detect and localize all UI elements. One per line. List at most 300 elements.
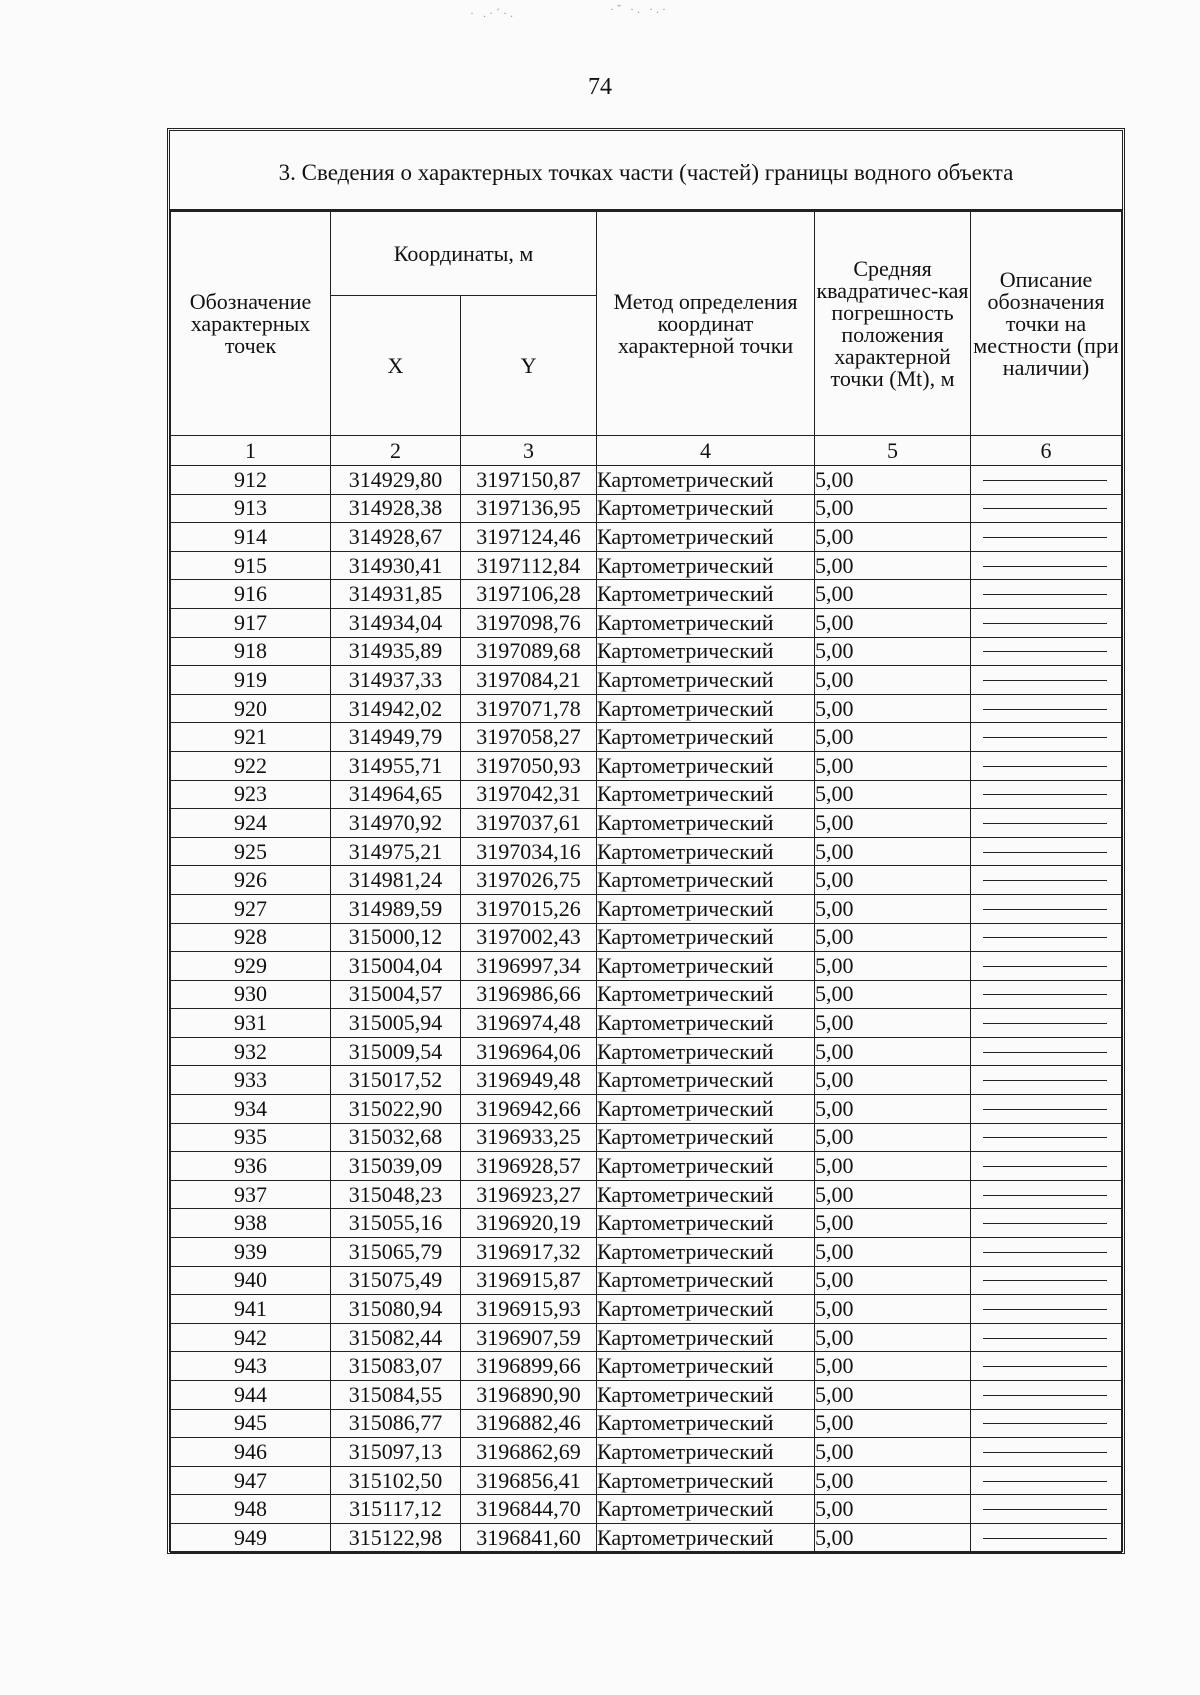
point-id-cell: 941 — [171, 1295, 331, 1324]
point-id-cell: 927 — [171, 894, 331, 923]
error-cell: 5,00 — [815, 523, 971, 552]
dash-mark — [983, 1023, 1107, 1024]
table-row — [171, 1009, 1122, 1038]
description-cell — [971, 694, 1122, 723]
description-cell — [971, 1066, 1122, 1095]
description-cell — [971, 1180, 1122, 1209]
y-coordinate-cell: 3196923,27 — [461, 1180, 597, 1209]
y-coordinate-cell: 3197050,93 — [461, 751, 597, 780]
description-cell — [971, 809, 1122, 838]
scan-noise: ·ˇ ·. ·.· — [610, 2, 669, 16]
point-id-cell: 938 — [171, 1209, 331, 1238]
table-row — [171, 494, 1122, 523]
table-row — [171, 980, 1122, 1009]
error-cell: 5,00 — [815, 608, 971, 637]
point-id-cell: 913 — [171, 494, 331, 523]
x-coordinate-cell: 314989,59 — [331, 894, 461, 923]
x-coordinate-cell: 315086,77 — [331, 1409, 461, 1438]
table-row — [171, 551, 1122, 580]
table-row — [171, 952, 1122, 981]
page-number: 74 — [588, 74, 612, 100]
point-id-cell: 919 — [171, 666, 331, 695]
points-table-body — [171, 466, 1122, 1553]
x-coordinate-cell: 314931,85 — [331, 580, 461, 609]
table-row — [171, 1409, 1122, 1438]
x-coordinate-cell: 315122,98 — [331, 1523, 461, 1552]
x-coordinate-cell: 315080,94 — [331, 1295, 461, 1324]
description-cell — [971, 866, 1122, 895]
point-id-cell: 933 — [171, 1066, 331, 1095]
y-coordinate-cell: 3196841,60 — [461, 1523, 597, 1552]
method-cell: Картометрический — [597, 780, 815, 809]
error-cell: 5,00 — [815, 809, 971, 838]
description-cell — [971, 1495, 1122, 1524]
x-coordinate-cell: 315117,12 — [331, 1495, 461, 1524]
table-row — [171, 1095, 1122, 1124]
table-row — [171, 1523, 1122, 1552]
point-id-cell: 937 — [171, 1180, 331, 1209]
x-coordinate-cell: 314930,41 — [331, 551, 461, 580]
point-id-cell: 921 — [171, 723, 331, 752]
dash-mark — [983, 794, 1107, 795]
y-coordinate-cell: 3196974,48 — [461, 1009, 597, 1038]
point-id-cell: 929 — [171, 952, 331, 981]
column-number: 2 — [331, 436, 461, 466]
points-table — [170, 211, 1122, 1553]
x-coordinate-cell: 314970,92 — [331, 809, 461, 838]
table-row — [171, 780, 1122, 809]
point-id-cell: 939 — [171, 1238, 331, 1267]
description-cell — [971, 1095, 1122, 1124]
dash-mark — [983, 966, 1107, 967]
column-number: 5 — [815, 436, 971, 466]
dash-mark — [983, 508, 1107, 509]
method-cell: Картометрический — [597, 608, 815, 637]
table-row — [171, 608, 1122, 637]
description-cell — [971, 780, 1122, 809]
description-cell — [971, 494, 1122, 523]
method-cell: Картометрический — [597, 1466, 815, 1495]
method-cell: Картометрический — [597, 551, 815, 580]
y-coordinate-cell: 3196964,06 — [461, 1037, 597, 1066]
method-cell: Картометрический — [597, 1123, 815, 1152]
y-coordinate-cell: 3197124,46 — [461, 523, 597, 552]
error-cell: 5,00 — [815, 1152, 971, 1181]
dash-mark — [983, 1366, 1107, 1367]
table-row — [171, 923, 1122, 952]
table-row — [171, 666, 1122, 695]
method-cell: Картометрический — [597, 1352, 815, 1381]
y-coordinate-cell: 3197089,68 — [461, 637, 597, 666]
y-coordinate-cell: 3196949,48 — [461, 1066, 597, 1095]
x-coordinate-cell: 315082,44 — [331, 1323, 461, 1352]
description-cell — [971, 666, 1122, 695]
description-cell — [971, 608, 1122, 637]
description-cell — [971, 952, 1122, 981]
y-coordinate-cell: 3196997,34 — [461, 952, 597, 981]
error-cell: 5,00 — [815, 894, 971, 923]
x-coordinate-cell: 315005,94 — [331, 1009, 461, 1038]
x-coordinate-cell: 314928,38 — [331, 494, 461, 523]
x-coordinate-cell: 314981,24 — [331, 866, 461, 895]
points-frame — [167, 128, 1125, 1554]
method-cell: Картометрический — [597, 751, 815, 780]
y-coordinate-cell: 3196942,66 — [461, 1095, 597, 1124]
error-cell: 5,00 — [815, 980, 971, 1009]
error-cell: 5,00 — [815, 1323, 971, 1352]
table-row — [171, 694, 1122, 723]
header-point-id: Обозначение характерных точек — [171, 212, 331, 436]
method-cell: Картометрический — [597, 952, 815, 981]
description-cell — [971, 1209, 1122, 1238]
dash-mark — [983, 1252, 1107, 1253]
table-row — [171, 1037, 1122, 1066]
x-coordinate-cell: 315022,90 — [331, 1095, 461, 1124]
description-cell — [971, 1381, 1122, 1410]
x-coordinate-cell: 315039,09 — [331, 1152, 461, 1181]
error-cell: 5,00 — [815, 1209, 971, 1238]
x-coordinate-cell: 314949,79 — [331, 723, 461, 752]
method-cell: Картометрический — [597, 694, 815, 723]
error-cell: 5,00 — [815, 1095, 971, 1124]
point-id-cell: 917 — [171, 608, 331, 637]
description-cell — [971, 837, 1122, 866]
description-cell — [971, 1523, 1122, 1552]
error-cell: 5,00 — [815, 580, 971, 609]
dash-mark — [983, 480, 1107, 481]
y-coordinate-cell: 3197026,75 — [461, 866, 597, 895]
point-id-cell: 925 — [171, 837, 331, 866]
dash-mark — [983, 680, 1107, 681]
point-id-cell: 924 — [171, 809, 331, 838]
method-cell: Картометрический — [597, 1409, 815, 1438]
error-cell: 5,00 — [815, 923, 971, 952]
dash-mark — [983, 1452, 1107, 1453]
error-cell: 5,00 — [815, 1295, 971, 1324]
method-cell: Картометрический — [597, 666, 815, 695]
point-id-cell: 930 — [171, 980, 331, 1009]
point-id-cell: 935 — [171, 1123, 331, 1152]
point-id-cell: 923 — [171, 780, 331, 809]
x-coordinate-cell: 315102,50 — [331, 1466, 461, 1495]
method-cell: Картометрический — [597, 1009, 815, 1038]
method-cell: Картометрический — [597, 1295, 815, 1324]
dash-mark — [983, 537, 1107, 538]
y-coordinate-cell: 3197037,61 — [461, 809, 597, 838]
method-cell: Картометрический — [597, 1438, 815, 1467]
dash-mark — [983, 1338, 1107, 1339]
table-row — [171, 1123, 1122, 1152]
dash-mark — [983, 1423, 1107, 1424]
method-cell: Картометрический — [597, 580, 815, 609]
y-coordinate-cell: 3197071,78 — [461, 694, 597, 723]
method-cell: Картометрический — [597, 1180, 815, 1209]
y-coordinate-cell: 3197106,28 — [461, 580, 597, 609]
header-y: Y — [461, 296, 597, 436]
x-coordinate-cell: 315097,13 — [331, 1438, 461, 1467]
error-cell: 5,00 — [815, 780, 971, 809]
method-cell: Картометрический — [597, 494, 815, 523]
error-cell: 5,00 — [815, 637, 971, 666]
point-id-cell: 920 — [171, 694, 331, 723]
table-row — [171, 894, 1122, 923]
point-id-cell: 926 — [171, 866, 331, 895]
dash-mark — [983, 1137, 1107, 1138]
x-coordinate-cell: 315075,49 — [331, 1266, 461, 1295]
dash-mark — [983, 937, 1107, 938]
point-id-cell: 940 — [171, 1266, 331, 1295]
description-cell — [971, 1409, 1122, 1438]
point-id-cell: 945 — [171, 1409, 331, 1438]
method-cell: Картометрический — [597, 1381, 815, 1410]
point-id-cell: 934 — [171, 1095, 331, 1124]
table-row — [171, 1495, 1122, 1524]
description-cell — [971, 580, 1122, 609]
y-coordinate-cell: 3197084,21 — [461, 666, 597, 695]
method-cell: Картометрический — [597, 923, 815, 952]
y-coordinate-cell: 3197042,31 — [461, 780, 597, 809]
method-cell: Картометрический — [597, 466, 815, 495]
error-cell: 5,00 — [815, 1009, 971, 1038]
table-row — [171, 466, 1122, 495]
description-cell — [971, 1352, 1122, 1381]
description-cell — [971, 1152, 1122, 1181]
column-number: 3 — [461, 436, 597, 466]
x-coordinate-cell: 314937,33 — [331, 666, 461, 695]
table-row — [171, 1323, 1122, 1352]
x-coordinate-cell: 315055,16 — [331, 1209, 461, 1238]
y-coordinate-cell: 3196933,25 — [461, 1123, 597, 1152]
y-coordinate-cell: 3196856,41 — [461, 1466, 597, 1495]
x-coordinate-cell: 315017,52 — [331, 1066, 461, 1095]
dash-mark — [983, 1309, 1107, 1310]
error-cell: 5,00 — [815, 723, 971, 752]
dash-mark — [983, 1481, 1107, 1482]
column-number: 1 — [171, 436, 331, 466]
column-number-row — [171, 436, 1122, 466]
header-coordinates: Координаты, м — [331, 212, 597, 296]
method-cell: Картометрический — [597, 1037, 815, 1066]
table-row — [171, 1381, 1122, 1410]
error-cell: 5,00 — [815, 1466, 971, 1495]
y-coordinate-cell: 3197002,43 — [461, 923, 597, 952]
point-id-cell: 922 — [171, 751, 331, 780]
method-cell: Картометрический — [597, 866, 815, 895]
method-cell: Картометрический — [597, 723, 815, 752]
error-cell: 5,00 — [815, 1238, 971, 1267]
error-cell: 5,00 — [815, 551, 971, 580]
dash-mark — [983, 594, 1107, 595]
method-cell: Картометрический — [597, 1209, 815, 1238]
table-row — [171, 751, 1122, 780]
method-cell: Картометрический — [597, 523, 815, 552]
dash-mark — [983, 1109, 1107, 1110]
point-id-cell: 942 — [171, 1323, 331, 1352]
y-coordinate-cell: 3196907,59 — [461, 1323, 597, 1352]
x-coordinate-cell: 315065,79 — [331, 1238, 461, 1267]
description-cell — [971, 1123, 1122, 1152]
table-row — [171, 637, 1122, 666]
error-cell: 5,00 — [815, 751, 971, 780]
error-cell: 5,00 — [815, 1352, 971, 1381]
method-cell: Картометрический — [597, 1266, 815, 1295]
table-row — [171, 523, 1122, 552]
error-cell: 5,00 — [815, 866, 971, 895]
table-row — [171, 1295, 1122, 1324]
description-cell — [971, 894, 1122, 923]
description-cell — [971, 523, 1122, 552]
dash-mark — [983, 880, 1107, 881]
method-cell: Картометрический — [597, 1323, 815, 1352]
y-coordinate-cell: 3196986,66 — [461, 980, 597, 1009]
y-coordinate-cell: 3196890,90 — [461, 1381, 597, 1410]
y-coordinate-cell: 3197150,87 — [461, 466, 597, 495]
point-id-cell: 946 — [171, 1438, 331, 1467]
method-cell: Картометрический — [597, 1495, 815, 1524]
y-coordinate-cell: 3196915,93 — [461, 1295, 597, 1324]
y-coordinate-cell: 3196928,57 — [461, 1152, 597, 1181]
error-cell: 5,00 — [815, 1123, 971, 1152]
method-cell: Картометрический — [597, 809, 815, 838]
error-cell: 5,00 — [815, 666, 971, 695]
dash-mark — [983, 766, 1107, 767]
table-row — [171, 1152, 1122, 1181]
point-id-cell: 944 — [171, 1381, 331, 1410]
dash-mark — [983, 1166, 1107, 1167]
method-cell: Картометрический — [597, 894, 815, 923]
x-coordinate-cell: 315000,12 — [331, 923, 461, 952]
y-coordinate-cell: 3197015,26 — [461, 894, 597, 923]
table-row — [171, 1266, 1122, 1295]
x-coordinate-cell: 314942,02 — [331, 694, 461, 723]
point-id-cell: 916 — [171, 580, 331, 609]
x-coordinate-cell: 314964,65 — [331, 780, 461, 809]
table-row — [171, 837, 1122, 866]
y-coordinate-cell: 3197112,84 — [461, 551, 597, 580]
table-row — [171, 1352, 1122, 1381]
table-row — [171, 580, 1122, 609]
error-cell: 5,00 — [815, 1037, 971, 1066]
y-coordinate-cell: 3196844,70 — [461, 1495, 597, 1524]
y-coordinate-cell: 3196917,32 — [461, 1238, 597, 1267]
header-error: Средняя квадратичес-кая погрешность положения характерной точки (Mt), м — [815, 212, 971, 436]
method-cell: Картометрический — [597, 637, 815, 666]
description-cell — [971, 1266, 1122, 1295]
error-cell: 5,00 — [815, 694, 971, 723]
dash-mark — [983, 909, 1107, 910]
header-description: Описание обозначения точки на местности (при наличии) — [971, 212, 1122, 436]
column-number: 6 — [971, 436, 1122, 466]
method-cell: Картометрический — [597, 1152, 815, 1181]
scan-noise: · .·´·. — [470, 6, 516, 20]
table-row — [171, 1066, 1122, 1095]
description-cell — [971, 751, 1122, 780]
dash-mark — [983, 1280, 1107, 1281]
point-id-cell: 931 — [171, 1009, 331, 1038]
error-cell: 5,00 — [815, 1381, 971, 1410]
description-cell — [971, 923, 1122, 952]
description-cell — [971, 1438, 1122, 1467]
x-coordinate-cell: 315004,04 — [331, 952, 461, 981]
point-id-cell: 912 — [171, 466, 331, 495]
x-coordinate-cell: 315048,23 — [331, 1180, 461, 1209]
error-cell: 5,00 — [815, 1438, 971, 1467]
dash-mark — [983, 566, 1107, 567]
table-row — [171, 1209, 1122, 1238]
table-row — [171, 866, 1122, 895]
x-coordinate-cell: 315083,07 — [331, 1352, 461, 1381]
error-cell: 5,00 — [815, 494, 971, 523]
dash-mark — [983, 1538, 1107, 1539]
description-cell — [971, 1295, 1122, 1324]
description-cell — [971, 980, 1122, 1009]
header-method: Метод определения координат характерной точки — [597, 212, 815, 436]
dash-mark — [983, 852, 1107, 853]
dash-mark — [983, 1395, 1107, 1396]
error-cell: 5,00 — [815, 837, 971, 866]
error-cell: 5,00 — [815, 1523, 971, 1552]
dash-mark — [983, 623, 1107, 624]
error-cell: 5,00 — [815, 952, 971, 981]
point-id-cell: 943 — [171, 1352, 331, 1381]
y-coordinate-cell: 3196882,46 — [461, 1409, 597, 1438]
dash-mark — [983, 1223, 1107, 1224]
point-id-cell: 949 — [171, 1523, 331, 1552]
x-coordinate-cell: 314928,67 — [331, 523, 461, 552]
section-title: 3. Сведения о характерных точках части (частей) границы водного объекта — [170, 131, 1122, 211]
method-cell: Картометрический — [597, 1523, 815, 1552]
point-id-cell: 947 — [171, 1466, 331, 1495]
column-number: 4 — [597, 436, 815, 466]
table-row — [171, 809, 1122, 838]
description-cell — [971, 1009, 1122, 1038]
dash-mark — [983, 823, 1107, 824]
x-coordinate-cell: 314955,71 — [331, 751, 461, 780]
method-cell: Картометрический — [597, 1095, 815, 1124]
point-id-cell: 928 — [171, 923, 331, 952]
x-coordinate-cell: 314929,80 — [331, 466, 461, 495]
y-coordinate-cell: 3197058,27 — [461, 723, 597, 752]
description-cell — [971, 1238, 1122, 1267]
point-id-cell: 932 — [171, 1037, 331, 1066]
y-coordinate-cell: 3197098,76 — [461, 608, 597, 637]
error-cell: 5,00 — [815, 466, 971, 495]
description-cell — [971, 466, 1122, 495]
table-row — [171, 1466, 1122, 1495]
error-cell: 5,00 — [815, 1409, 971, 1438]
point-id-cell: 914 — [171, 523, 331, 552]
x-coordinate-cell: 315004,57 — [331, 980, 461, 1009]
point-id-cell: 936 — [171, 1152, 331, 1181]
y-coordinate-cell: 3197136,95 — [461, 494, 597, 523]
error-cell: 5,00 — [815, 1266, 971, 1295]
table-row — [171, 1180, 1122, 1209]
y-coordinate-cell: 3196899,66 — [461, 1352, 597, 1381]
x-coordinate-cell: 315009,54 — [331, 1037, 461, 1066]
description-cell — [971, 1466, 1122, 1495]
x-coordinate-cell: 315084,55 — [331, 1381, 461, 1410]
y-coordinate-cell: 3196915,87 — [461, 1266, 597, 1295]
dash-mark — [983, 1195, 1107, 1196]
table-row — [171, 1438, 1122, 1467]
dash-mark — [983, 994, 1107, 995]
x-coordinate-cell: 314935,89 — [331, 637, 461, 666]
description-cell — [971, 1323, 1122, 1352]
y-coordinate-cell: 3197034,16 — [461, 837, 597, 866]
point-id-cell: 918 — [171, 637, 331, 666]
dash-mark — [983, 737, 1107, 738]
x-coordinate-cell: 315032,68 — [331, 1123, 461, 1152]
